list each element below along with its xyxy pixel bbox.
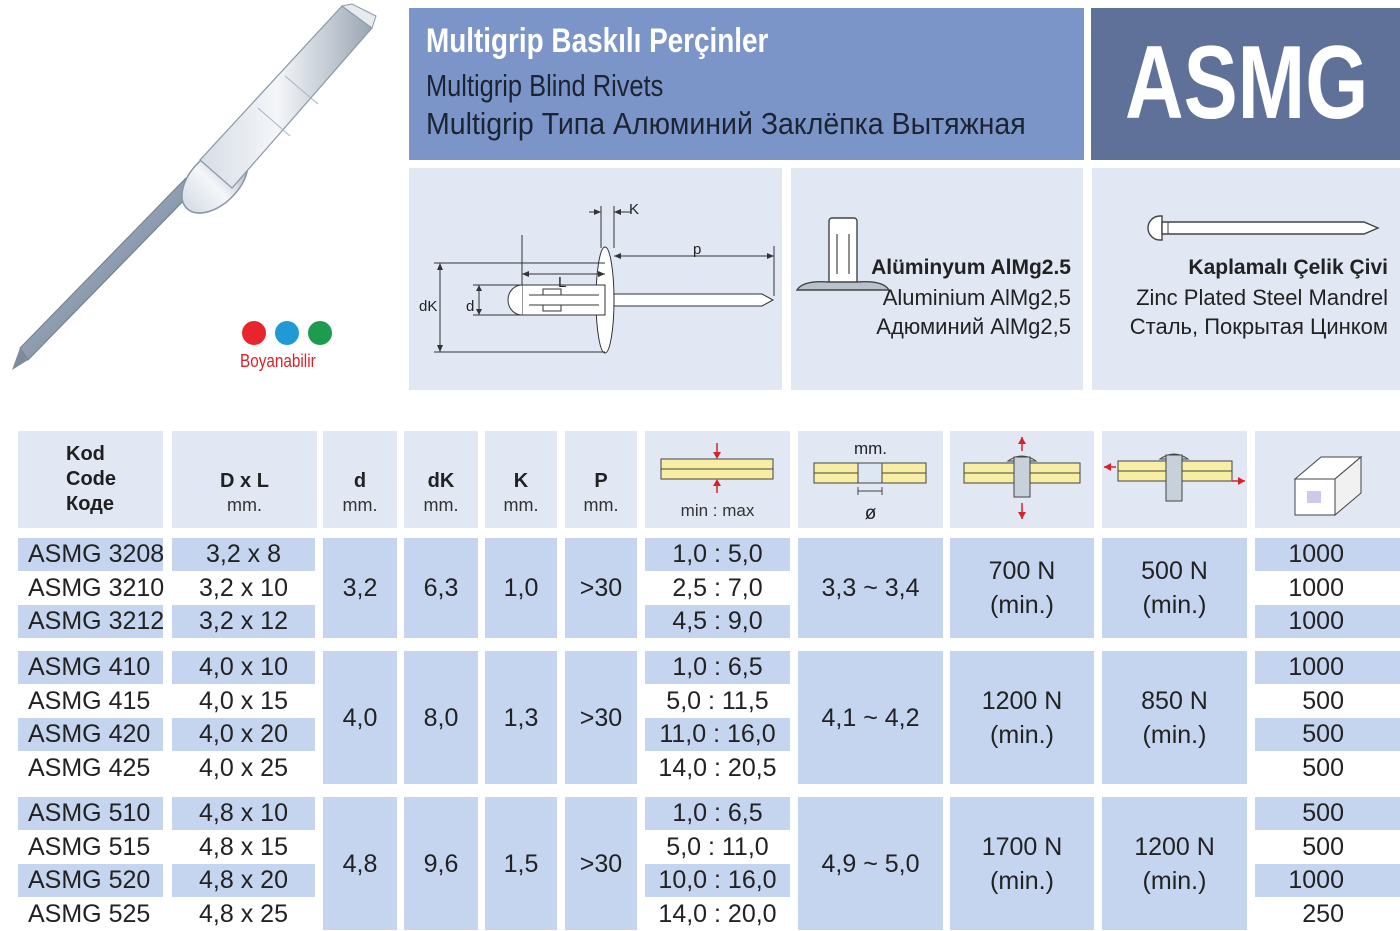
row-grip-range: 5,0 : 11,0 (666, 832, 769, 861)
body-material-panel (791, 168, 1083, 390)
row-code: ASMG 415 (28, 686, 151, 715)
header-code-tr: Kod (66, 443, 105, 465)
row-grip-range: 11,0 : 16,0 (645, 718, 790, 751)
green-swatch (308, 321, 332, 345)
mandrel-material-en: Zinc Plated Steel Mandrel (1136, 285, 1388, 310)
tensile-value: 850 N (1141, 686, 1208, 715)
group-tensile-strength (1102, 651, 1247, 784)
header-k (485, 431, 557, 528)
mandrel-material-ru: Сталь, Покрытая Цинком (1129, 314, 1388, 339)
row-dxl: 3,2 x 10 (199, 573, 288, 602)
shear-strength-icon (950, 431, 1094, 528)
header-tensile-strength (1102, 431, 1247, 528)
group-shear-strength (950, 797, 1094, 930)
row-dxl: 4,0 x 20 (172, 718, 315, 751)
product-code-banner (1091, 8, 1400, 160)
shear-value: 700 N (988, 556, 1056, 585)
row-package-qty: 250 (1302, 899, 1344, 928)
row-grip-range: 5,0 : 11,5 (666, 686, 769, 715)
body-material-en: Aluminium AlMg2,5 (882, 285, 1071, 310)
row-code: ASMG 520 (18, 864, 163, 897)
group-k: 1,0 (485, 538, 557, 638)
group-hole-diameter: 4,1 ~ 4,2 (798, 651, 943, 784)
row-package-qty: 1000 (1255, 864, 1400, 897)
title-russian: Multigrip Типа Алюминий Заклёпка Вытяжная (426, 106, 1026, 141)
header-k-title: K (513, 470, 529, 492)
header-dk-unit: mm. (423, 495, 459, 515)
group-tensile-strength (1102, 538, 1247, 638)
grip-range-icon (645, 435, 790, 495)
row-package-qty: 1000 (1255, 605, 1400, 638)
header-package-qty (1255, 431, 1400, 528)
tensile-value: 500 N (1141, 556, 1208, 585)
row-grip-range: 14,0 : 20,5 (658, 753, 777, 782)
group-dk: 9,6 (404, 797, 478, 930)
group-tensile-strength (1102, 797, 1247, 930)
tensile-note: (min.) (1142, 866, 1207, 895)
row-grip-range: 1,0 : 6,5 (645, 797, 790, 830)
header-grip-unit: min : max (680, 501, 755, 520)
row-code: ASMG 420 (18, 718, 163, 751)
group-hole-diameter: 4,9 ~ 5,0 (798, 797, 943, 930)
mandrel-icon (1146, 208, 1386, 248)
header-p-title: P (594, 470, 608, 492)
shear-value: 1700 N (981, 832, 1063, 861)
box-icon (1255, 431, 1400, 528)
title-english: Multigrip Blind Rivets (426, 68, 664, 103)
row-code: ASMG 3210 (28, 573, 165, 602)
product-code: ASMG (1124, 25, 1369, 141)
row-code: ASMG 3212 (18, 605, 163, 638)
row-package-qty: 500 (1255, 797, 1400, 830)
dim-label-dk: dK (419, 298, 438, 315)
header-shear-strength (950, 431, 1094, 528)
title-banner (409, 8, 1084, 160)
hole-diameter-icon (798, 459, 943, 509)
group-p: >30 (565, 538, 637, 638)
group-d: 4,0 (323, 651, 397, 784)
row-grip-range: 10,0 : 16,0 (645, 864, 790, 897)
header-hole-symbol: ø (864, 503, 877, 524)
header-p (565, 431, 637, 528)
header-hole-diameter (798, 431, 943, 528)
row-dxl: 3,2 x 8 (172, 538, 315, 571)
row-package-qty: 1000 (1288, 573, 1344, 602)
group-hole-diameter: 3,3 ~ 3,4 (798, 538, 943, 638)
paintable-label: Boyanabilir (240, 351, 316, 371)
group-dk: 6,3 (404, 538, 478, 638)
dimension-diagram-panel (409, 168, 782, 390)
shear-note: (min.) (990, 866, 1054, 895)
row-package-qty: 500 (1302, 832, 1344, 861)
mandrel-material-tr: Kaplamalı Çelik Çivi (1188, 256, 1388, 279)
header-d-unit: mm. (342, 495, 378, 515)
tensile-note: (min.) (1142, 590, 1207, 619)
group-p: >30 (565, 797, 637, 930)
tensile-value: 1200 N (1134, 832, 1215, 861)
row-dxl: 4,0 x 15 (199, 686, 288, 715)
tensile-strength-icon (1102, 431, 1247, 528)
tensile-note: (min.) (1142, 720, 1207, 749)
row-dxl: 4,0 x 10 (172, 651, 315, 684)
header-k-unit: mm. (503, 495, 539, 515)
row-package-qty: 500 (1302, 753, 1344, 782)
group-k: 1,5 (485, 797, 557, 930)
header-dxl (172, 431, 317, 528)
shear-note: (min.) (990, 720, 1054, 749)
title-turkish: Multigrip Baskılı Perçinler (426, 22, 769, 60)
dim-label-p: p (693, 241, 702, 258)
row-grip-range: 1,0 : 6,5 (645, 651, 790, 684)
group-k: 1,3 (485, 651, 557, 784)
header-grip-range (645, 431, 790, 528)
header-code-ru: Коде (66, 493, 114, 515)
body-material-tr: Alüminyum AlMg2.5 (871, 256, 1071, 279)
mandrel-material-panel (1092, 168, 1400, 390)
row-package-qty: 1000 (1255, 651, 1400, 684)
row-code: ASMG 410 (18, 651, 163, 684)
group-d: 3,2 (323, 538, 397, 638)
row-dxl: 4,8 x 25 (199, 899, 288, 928)
shear-value: 1200 N (981, 686, 1063, 715)
header-hole-unit: mm. (853, 439, 888, 458)
header-code-en: Code (66, 468, 116, 490)
row-code: ASMG 3208 (18, 538, 163, 571)
header-dxl-unit: mm. (227, 495, 262, 515)
group-shear-strength (950, 651, 1094, 784)
shear-note: (min.) (990, 590, 1054, 619)
row-code: ASMG 515 (28, 832, 151, 861)
dim-label-l: L (558, 274, 567, 291)
header-dxl-title: D x L (220, 470, 269, 492)
row-package-qty: 500 (1302, 686, 1344, 715)
row-code: ASMG 525 (28, 899, 151, 928)
row-code: ASMG 425 (28, 753, 151, 782)
header-p-unit: mm. (583, 495, 619, 515)
red-swatch (242, 321, 266, 345)
rivet-photo (0, 0, 400, 390)
group-p: >30 (565, 651, 637, 784)
header-d-title: d (353, 470, 367, 492)
row-code: ASMG 510 (18, 797, 163, 830)
row-dxl: 4,8 x 15 (199, 832, 288, 861)
blue-swatch (275, 321, 299, 345)
rivet-dimension-diagram (409, 168, 782, 390)
group-dk: 8,0 (404, 651, 478, 784)
group-shear-strength (950, 538, 1094, 638)
row-dxl: 4,8 x 20 (172, 864, 315, 897)
row-dxl: 4,8 x 10 (172, 797, 315, 830)
header-d (323, 431, 397, 528)
row-package-qty: 1000 (1255, 538, 1400, 571)
header-dk-title: dK (427, 470, 455, 492)
row-grip-range: 4,5 : 9,0 (645, 605, 790, 638)
row-package-qty: 500 (1255, 718, 1400, 751)
row-grip-range: 14,0 : 20,0 (658, 899, 777, 928)
row-dxl: 4,0 x 25 (199, 753, 288, 782)
row-dxl: 3,2 x 12 (172, 605, 315, 638)
group-d: 4,8 (323, 797, 397, 930)
row-grip-range: 1,0 : 5,0 (645, 538, 790, 571)
header-code (18, 431, 163, 528)
header-dk (404, 431, 478, 528)
row-grip-range: 2,5 : 7,0 (672, 573, 763, 602)
dim-label-d: d (466, 298, 475, 315)
body-material-ru: Адюминий AlMg2,5 (876, 314, 1071, 339)
dim-label-k: K (629, 201, 640, 218)
